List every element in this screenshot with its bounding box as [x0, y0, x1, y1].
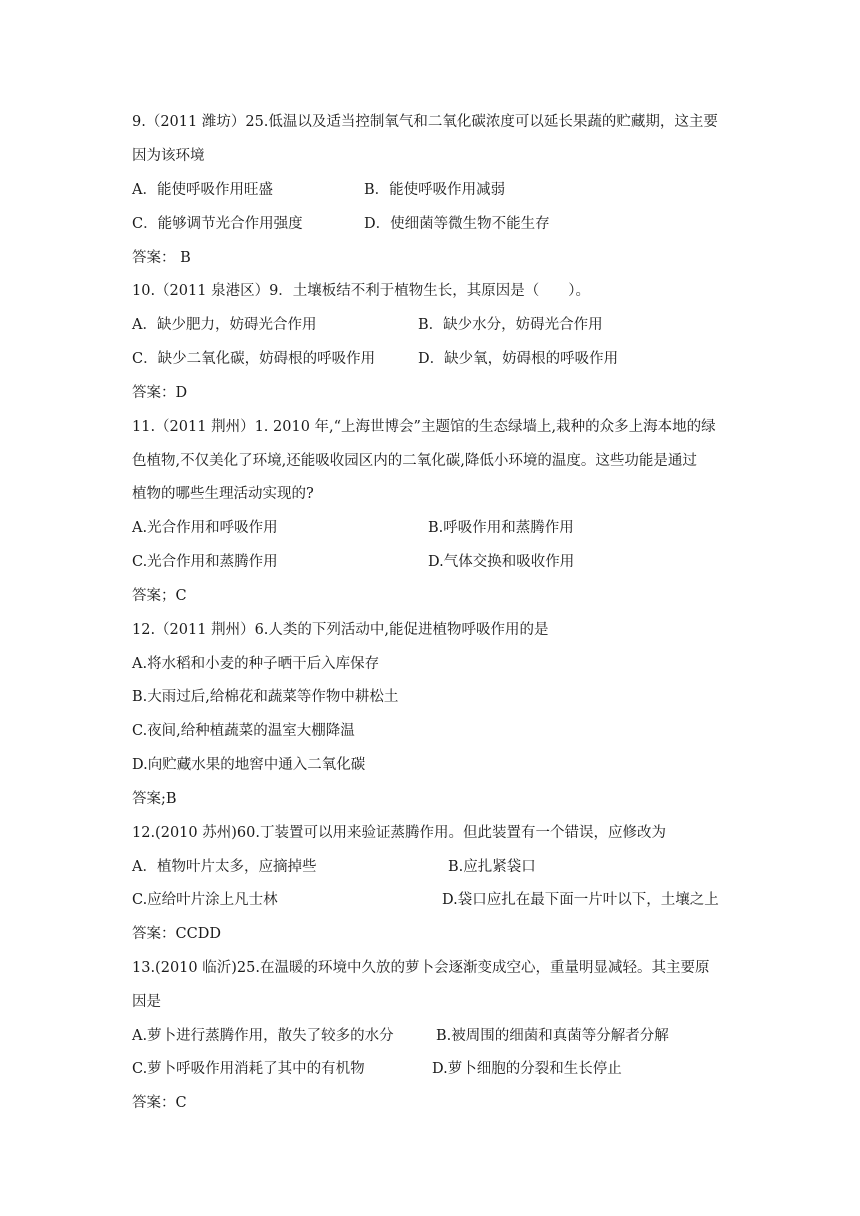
question-11-stem-line-1: 11.（2011 荆州）1. 2010 年,“上海世博会”主题馆的生态绿墙上,栽种的众多上海本地的绿	[132, 419, 716, 435]
question-12a-option-d: D.向贮藏水果的地窖中通入二氧化碳	[132, 757, 366, 773]
question-12b-stem-line-1: 12.(2010 苏州)60.丁装置可以用来验证蒸腾作用。但此装置有一个错误，应修改为	[132, 825, 666, 841]
question-12b-option-a: A．植物叶片太多，应摘掉些	[132, 859, 317, 875]
question-11-answer: 答案；C	[132, 588, 187, 604]
question-13-answer: 答案：C	[132, 1095, 187, 1111]
question-10-answer: 答案：D	[132, 385, 188, 401]
question-11-option-b: B.呼吸作用和蒸腾作用	[428, 520, 574, 536]
question-13-stem-line-2: 因是	[132, 994, 161, 1010]
question-10-stem-line-1: 10.（2011 泉港区）9．土壤板结不利于植物生长，其原因是（ ）。	[132, 283, 591, 299]
question-13-option-d: D.萝卜细胞的分裂和生长停止	[432, 1061, 622, 1077]
question-9-option-c: C．能够调节光合作用强度	[132, 216, 303, 232]
question-9-answer: 答案： B	[132, 250, 191, 266]
question-12a-answer: 答案;B	[132, 791, 177, 807]
question-10-option-d: D．缺少氧，妨碍根的呼吸作用	[418, 351, 619, 367]
question-9-option-a: A．能使呼吸作用旺盛	[132, 182, 273, 198]
question-9-option-b: B．能使呼吸作用减弱	[364, 182, 506, 198]
question-10-option-b: B．缺少水分，妨碍光合作用	[418, 317, 603, 333]
question-13-stem-line-1: 13.(2010 临沂)25.在温暖的环境中久放的萝卜会逐渐变成空心，重量明显减轻。其主要原	[132, 960, 710, 976]
question-13-option-c: C.萝卜呼吸作用消耗了其中的有机物	[132, 1061, 365, 1077]
question-11-option-c: C.光合作用和蒸腾作用	[132, 554, 278, 570]
question-11-option-a: A.光合作用和呼吸作用	[132, 520, 278, 536]
question-12a-option-c: C.夜间,给种植蔬菜的温室大棚降温	[132, 723, 355, 739]
question-12b-option-d: D.袋口应扎在最下面一片叶以下，土壤之上	[442, 892, 719, 908]
question-12b-option-c: C.应给叶片涂上凡士林	[132, 892, 278, 908]
question-10-option-a: A．缺少肥力，妨碍光合作用	[132, 317, 317, 333]
question-11-stem-line-2: 色植物,不仅美化了环境,还能吸收园区内的二氧化碳,降低小环境的温度。这些功能是通过	[132, 453, 697, 469]
question-11-option-d: D.气体交换和吸收作用	[428, 554, 575, 570]
question-12a-stem-line-1: 12.（2011 荆州）6.人类的下列活动中,能促进植物呼吸作用的是	[132, 622, 549, 638]
question-9-option-d: D．使细菌等微生物不能生存	[364, 216, 550, 232]
question-9-stem-line-2: 因为该环境	[132, 148, 205, 164]
question-10-option-c: C．缺少二氧化碳，妨碍根的呼吸作用	[132, 351, 376, 367]
question-12a-option-a: A.将水稻和小麦的种子晒干后入库保存	[132, 656, 380, 672]
question-12b-answer: 答案：CCDD	[132, 926, 221, 942]
question-13-option-a: A.萝卜进行蒸腾作用，散失了较多的水分	[132, 1028, 394, 1044]
question-12a-option-b: B.大雨过后,给棉花和蔬菜等作物中耕松土	[132, 689, 399, 705]
question-13-option-b: B.被周围的细菌和真菌等分解者分解	[436, 1028, 669, 1044]
question-12b-option-b: B.应扎紧袋口	[448, 859, 536, 875]
question-9-stem-line-1: 9.（2011 潍坊）25.低温以及适当控制氧气和二氧化碳浓度可以延长果蔬的贮藏期，这主要	[132, 114, 718, 130]
question-11-stem-line-3: 植物的哪些生理活动实现的?	[132, 486, 314, 502]
